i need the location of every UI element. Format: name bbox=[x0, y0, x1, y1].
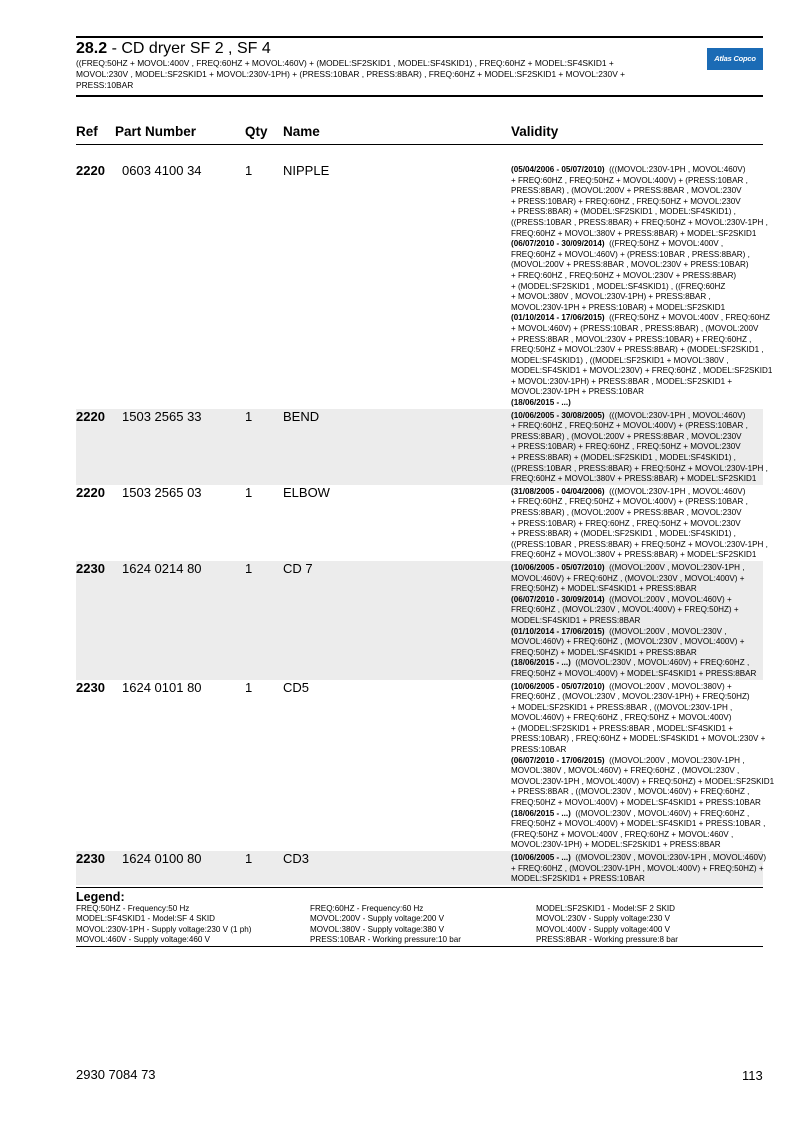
validity-line bbox=[511, 324, 763, 335]
validity-line bbox=[511, 229, 763, 240]
legend-entry: MODEL:SF4SKID1 - Model:SF 4 SKID bbox=[76, 914, 215, 924]
validity-line bbox=[511, 207, 763, 218]
validity-cell bbox=[511, 485, 768, 561]
validity-date-range: (06/07/2010 - 30/09/2014) bbox=[511, 594, 605, 604]
validity-text: FREQ:50HZ) + MODEL:SF4SKID1 + PRESS:8BAR bbox=[511, 647, 697, 657]
validity-text: ((FREQ:50HZ + MOVOL:400V , bbox=[604, 239, 724, 249]
validity-cell bbox=[511, 163, 773, 409]
validity-text: + FREQ:60HZ , FREQ:50HZ + MOVOL:230V + PRESS:8BAR) bbox=[511, 270, 737, 280]
part-number-cell: 0603 4100 34 bbox=[122, 163, 202, 178]
validity-text: + PRESS:8BAR , MOVOL:230V + PRESS:10BAR) + FREQ:60HZ , bbox=[511, 334, 752, 344]
validity-text: ((MOVOL:200V , MOVOL:380V) + bbox=[604, 681, 732, 691]
parts-table-body bbox=[76, 163, 775, 885]
validity-text: FREQ:60HZ + MOVOL:460V) + (PRESS:10BAR , PRESS:8BAR) , bbox=[511, 249, 750, 259]
validity-date-range: (18/06/2015 - ...) bbox=[511, 808, 571, 818]
section-name: - CD dryer SF 2 , SF 4 bbox=[107, 40, 271, 57]
legend-rule bbox=[76, 946, 763, 947]
validity-line bbox=[511, 463, 768, 475]
validity-date-range: (18/06/2015 - ...) bbox=[511, 658, 571, 668]
validity-line bbox=[511, 487, 763, 498]
validity-text: PRESS:10BAR bbox=[511, 745, 567, 755]
validity-line bbox=[511, 627, 763, 638]
ref-cell: 2230 bbox=[76, 679, 105, 695]
validity-line bbox=[511, 713, 763, 724]
validity-text: PRESS:10BAR) , FREQ:60HZ + MODEL:SF4SKID1 + MOVOL:230V + bbox=[511, 734, 766, 744]
validity-line bbox=[511, 703, 763, 714]
name-cell: CD5 bbox=[283, 679, 310, 695]
validity-text: + MOVOL:230V-1PH) + PRESS:8BAR , MODEL:SF2SKID1 + bbox=[511, 376, 733, 386]
ref-cell: 2220 bbox=[76, 484, 105, 500]
legend-entry: MOVOL:230V - Supply voltage:230 V bbox=[536, 914, 671, 924]
parts-page bbox=[76, 36, 775, 947]
validity-date-range: (10/06/2005 - ...) bbox=[511, 853, 571, 862]
validity-text: FREQ:60HZ , (MOVOL:230V , MOVOL:400V) + FREQ:50HZ) + bbox=[511, 605, 739, 615]
validity-date-range: (10/06/2005 - 30/08/2005) bbox=[511, 410, 605, 420]
validity-text: MOVOL:230V-1PH) + MODEL:SF2SKID1 + PRESS:8BAR bbox=[511, 840, 721, 850]
validity-text: PRESS:8BAR) , (MOVOL:200V + PRESS:8BAR , MOVOL:230V bbox=[511, 431, 742, 441]
validity-line bbox=[511, 239, 763, 250]
table-row bbox=[76, 163, 773, 409]
validity-line bbox=[511, 398, 763, 409]
ref-cell: 2220 bbox=[76, 163, 105, 178]
validity-text: FREQ:50HZ + MOVOL:230V + PRESS:8BAR) + (MODEL:SF2SKID1 , bbox=[511, 345, 764, 355]
validity-text: MOVOL:380V , MOVOL:460V) + FREQ:60HZ , (MOVOL:230V , bbox=[511, 766, 740, 776]
name-cell: BEND bbox=[283, 408, 320, 424]
validity-date-range: (10/06/2005 - 05/07/2010) bbox=[511, 681, 605, 691]
ref-cell: 2230 bbox=[76, 851, 105, 866]
validity-text: MODEL:SF4SKID1 + PRESS:8BAR bbox=[511, 615, 641, 625]
table-header-rule bbox=[76, 144, 763, 145]
validity-date-range: (10/06/2005 - 05/07/2010) bbox=[511, 562, 605, 572]
legend-entry: MOVOL:400V - Supply voltage:400 V bbox=[536, 924, 671, 934]
col-part-number-header: Part Number bbox=[115, 124, 197, 139]
validity-text: ((PRESS:10BAR , PRESS:8BAR) + FREQ:50HZ + MOVOL:230V-1PH , bbox=[511, 217, 768, 227]
validity-text: FREQ:60HZ + MOVOL:380V + PRESS:8BAR) + MODEL:SF2SKID1 bbox=[511, 474, 757, 484]
validity-line bbox=[511, 756, 763, 767]
validity-text: + PRESS:10BAR) + FREQ:60HZ , FREQ:50HZ + MOVOL:230V bbox=[511, 442, 741, 452]
validity-line bbox=[511, 550, 763, 561]
validity-line bbox=[511, 335, 763, 346]
document-number: 2930 7084 73 bbox=[76, 1067, 156, 1082]
qty-cell: 1 bbox=[245, 408, 253, 424]
legend-entry: FREQ:60HZ - Frequency:60 Hz bbox=[310, 903, 424, 913]
validity-line bbox=[511, 809, 763, 820]
validity-line bbox=[511, 356, 763, 367]
page-number: 113 bbox=[742, 1068, 763, 1083]
legend-entry: PRESS:10BAR - Working pressure:10 bar bbox=[310, 935, 461, 944]
qty-cell: 1 bbox=[245, 484, 253, 500]
legend-column bbox=[76, 904, 251, 946]
validity-text: + (MODEL:SF2SKID1 , MODEL:SF4SKID1) , ((FREQ:60HZ bbox=[511, 281, 726, 291]
validity-text: + MOVOL:380V , MOVOL:230V-1PH) + PRESS:8BAR , bbox=[511, 292, 711, 302]
validity-text: FREQ:50HZ + MOVOL:400V) + MODEL:SF4SKID1 + PRESS:8BAR bbox=[511, 668, 757, 678]
validity-text: + FREQ:60HZ , FREQ:50HZ + MOVOL:400V) + (PRESS:10BAR , bbox=[511, 421, 748, 431]
legend-grid bbox=[76, 904, 763, 946]
validity-line bbox=[511, 197, 763, 208]
legend-entry: MOVOL:230V-1PH - Supply voltage:230 V (1 ph) bbox=[76, 924, 252, 934]
validity-text: + PRESS:8BAR , ((MOVOL:230V , MOVOL:460V) + FREQ:60HZ , bbox=[511, 787, 750, 797]
validity-text: + PRESS:8BAR) + (MODEL:SF2SKID1 , MODEL:SF4SKID1) , bbox=[511, 453, 736, 463]
legend bbox=[76, 887, 763, 947]
validity-text: ((FREQ:50HZ + MOVOL:400V , FREQ:60HZ bbox=[604, 313, 770, 323]
part-number-cell: 1503 2565 33 bbox=[122, 408, 202, 424]
part-number-cell: 1624 0101 80 bbox=[122, 679, 202, 695]
validity-line bbox=[511, 864, 763, 875]
validity-text: ((MOVOL:200V , MOVOL:460V) + bbox=[604, 594, 732, 604]
table-row bbox=[76, 561, 763, 680]
validity-line bbox=[511, 874, 763, 885]
validity-cell bbox=[511, 680, 775, 852]
validity-text: + MOVOL:460V) + (PRESS:10BAR , PRESS:8BAR) , (MOVOL:200V bbox=[511, 323, 759, 333]
table-row bbox=[76, 679, 775, 852]
validity-text: + (MODEL:SF2SKID1 + PRESS:8BAR , MODEL:SF4SKID1 + bbox=[511, 723, 733, 733]
validity-text: + PRESS:10BAR) + FREQ:60HZ , FREQ:50HZ + MOVOL:230V bbox=[511, 518, 741, 528]
validity-line bbox=[511, 529, 763, 540]
applicability-line: ((FREQ:50HZ + MOVOL:400V , FREQ:60HZ + MOVOL:460V) + (MODEL:SF2SKID1 , MODEL:SF4SKID1) , FREQ:60HZ + MODEL:SF4SKID1 + bbox=[76, 58, 614, 68]
validity-text: ((MOVOL:230V , MOVOL:460V) + FREQ:60HZ , bbox=[570, 658, 750, 668]
validity-text: FREQ:60HZ , (MOVOL:230V , MOVOL:230V-1PH) + FREQ:50HZ) bbox=[511, 692, 750, 702]
validity-text: FREQ:60HZ + MOVOL:380V + PRESS:8BAR) + MODEL:SF2SKID1 bbox=[511, 228, 757, 238]
validity-line bbox=[511, 539, 768, 551]
validity-text: MOVOL:230V-1PH , MOVOL:400V) + FREQ:50HZ) + MODEL:SF2SKID1 bbox=[511, 776, 775, 786]
validity-date-range: (01/10/2014 - 17/06/2015) bbox=[511, 313, 605, 323]
validity-line bbox=[511, 474, 763, 485]
table-header bbox=[76, 122, 763, 144]
validity-line bbox=[511, 453, 763, 464]
validity-text: + MODEL:SF2SKID1 + PRESS:8BAR , ((MOVOL:230V-1PH , bbox=[511, 702, 733, 712]
validity-line bbox=[511, 260, 763, 271]
name-cell: ELBOW bbox=[283, 484, 330, 500]
validity-date-range: (31/08/2005 - 04/04/2006) bbox=[511, 486, 605, 496]
validity-line bbox=[511, 637, 763, 648]
validity-line bbox=[511, 345, 763, 356]
validity-text: FREQ:50HZ + MOVOL:400V) + MODEL:SF4SKID1 + PRESS:10BAR bbox=[511, 798, 761, 808]
validity-cell bbox=[511, 561, 763, 680]
validity-line bbox=[511, 669, 763, 680]
validity-line bbox=[511, 595, 763, 606]
top-rule bbox=[76, 36, 763, 38]
validity-line bbox=[511, 766, 763, 777]
validity-line bbox=[511, 563, 763, 574]
legend-entry: FREQ:50HZ - Frequency:50 Hz bbox=[76, 903, 190, 913]
validity-text: + PRESS:10BAR) + FREQ:60HZ , FREQ:50HZ + MOVOL:230V bbox=[511, 196, 741, 206]
validity-text: ((MOVOL:230V , MOVOL:230V-1PH , MOVOL:460V) bbox=[570, 853, 767, 862]
validity-text: ((MOVOL:200V , MOVOL:230V-1PH , bbox=[604, 755, 745, 765]
validity-text: (((MOVOL:230V-1PH , MOVOL:460V) bbox=[604, 410, 746, 420]
legend-entry: MOVOL:200V - Supply voltage:200 V bbox=[310, 914, 445, 924]
part-number-cell: 1624 0214 80 bbox=[122, 560, 202, 576]
validity-text: MOVOL:460V) + FREQ:60HZ , (MOVOL:230V , MOVOL:400V) + bbox=[511, 573, 745, 583]
legend-entry: MOVOL:380V - Supply voltage:380 V bbox=[310, 924, 445, 934]
validity-text: MODEL:SF4SKID1) , ((MODEL:SF2SKID1 + MOVOL:380V , bbox=[511, 355, 729, 365]
applicability-line: PRESS:10BAR bbox=[76, 80, 134, 90]
validity-line bbox=[511, 432, 763, 443]
applicability-line: MOVOL:230V , MODEL:SF2SKID1 + MOVOL:230V-1PH) + (PRESS:10BAR , PRESS:8BAR) , FREQ:60HZ + MODEL:SF2SKID1 + MOVOL:230V + bbox=[76, 69, 625, 79]
validity-date-range: (06/07/2010 - 30/09/2014) bbox=[511, 239, 605, 249]
col-ref-header: Ref bbox=[76, 124, 98, 139]
validity-text: ((MOVOL:230V , MOVOL:460V) + FREQ:60HZ , bbox=[570, 808, 750, 818]
validity-line bbox=[511, 745, 763, 756]
validity-text: MOVOL:460V) + FREQ:60HZ , (MOVOL:230V , MOVOL:400V) + bbox=[511, 637, 745, 647]
validity-line bbox=[511, 658, 763, 669]
validity-line bbox=[511, 605, 763, 616]
qty-cell: 1 bbox=[245, 560, 253, 576]
table-row bbox=[76, 484, 768, 561]
validity-date-range: (05/04/2006 - 05/07/2010) bbox=[511, 165, 605, 174]
validity-text: + FREQ:60HZ , FREQ:50HZ + MOVOL:400V) + (PRESS:10BAR , bbox=[511, 497, 748, 507]
validity-date-range: (01/10/2014 - 17/06/2015) bbox=[511, 626, 605, 636]
validity-text: MOVOL:460V) + FREQ:60HZ , FREQ:50HZ + MOVOL:400V) bbox=[511, 713, 732, 723]
validity-line bbox=[511, 282, 763, 293]
validity-line bbox=[511, 421, 763, 432]
validity-line bbox=[511, 497, 763, 508]
legend-title: Legend: bbox=[76, 889, 125, 904]
validity-line bbox=[511, 217, 768, 229]
name-cell: CD3 bbox=[283, 851, 310, 866]
validity-line bbox=[511, 442, 763, 453]
section-applicability bbox=[76, 58, 683, 91]
validity-line bbox=[511, 840, 763, 851]
qty-cell: 1 bbox=[245, 679, 253, 695]
validity-text: (FREQ:50HZ + MOVOL:400V , FREQ:60HZ + MOVOL:460V , bbox=[511, 829, 734, 839]
validity-text: + PRESS:8BAR) + (MODEL:SF2SKID1 , MODEL:SF4SKID1) , bbox=[511, 207, 736, 217]
col-name-header: Name bbox=[283, 124, 320, 139]
validity-text: ((PRESS:10BAR , PRESS:8BAR) + FREQ:50HZ + MOVOL:230V-1PH , bbox=[511, 539, 768, 549]
validity-line bbox=[511, 692, 763, 703]
validity-line bbox=[511, 616, 763, 627]
validity-text: PRESS:8BAR) , (MOVOL:200V + PRESS:8BAR , MOVOL:230V bbox=[511, 508, 742, 517]
validity-text: (MOVOL:200V + PRESS:8BAR , MOVOL:230V + PRESS:10BAR) bbox=[511, 260, 749, 270]
qty-cell: 1 bbox=[245, 851, 253, 866]
validity-date-range: (18/06/2015 - ...) bbox=[511, 398, 571, 408]
ref-cell: 2220 bbox=[76, 408, 105, 424]
validity-line bbox=[511, 682, 763, 693]
validity-line bbox=[511, 313, 770, 324]
atlas-copco-logo: Atlas Copco bbox=[707, 48, 763, 70]
ref-cell: 2230 bbox=[76, 560, 105, 576]
validity-line bbox=[511, 411, 763, 422]
validity-text: + PRESS:8BAR) + (MODEL:SF2SKID1 , MODEL:SF4SKID1) , bbox=[511, 529, 736, 539]
validity-line bbox=[511, 648, 763, 659]
validity-cell bbox=[511, 409, 768, 485]
legend-column bbox=[536, 904, 678, 946]
validity-line bbox=[511, 819, 766, 830]
validity-line bbox=[511, 176, 763, 187]
validity-line bbox=[511, 787, 763, 798]
col-validity-header: Validity bbox=[511, 124, 559, 139]
validity-text: FREQ:60HZ + MOVOL:380V + PRESS:8BAR) + MODEL:SF2SKID1 bbox=[511, 550, 757, 560]
validity-line bbox=[511, 292, 763, 303]
part-number-cell: 1503 2565 03 bbox=[122, 484, 202, 500]
name-cell: NIPPLE bbox=[283, 163, 330, 178]
table-row bbox=[76, 851, 767, 885]
section-header bbox=[76, 40, 763, 91]
legend-column bbox=[310, 904, 461, 946]
validity-text: MODEL:SF4SKID1 + MOVOL:230V) + FREQ:60HZ , MODEL:SF2SKID1 bbox=[511, 366, 773, 376]
validity-line bbox=[511, 853, 767, 864]
table-row bbox=[76, 408, 768, 485]
validity-line bbox=[511, 508, 763, 519]
validity-line bbox=[511, 303, 763, 314]
validity-line bbox=[511, 584, 763, 595]
validity-line bbox=[511, 377, 763, 388]
validity-line bbox=[511, 574, 763, 585]
validity-line bbox=[511, 724, 763, 735]
validity-date-range: (06/07/2010 - 17/06/2015) bbox=[511, 755, 605, 765]
legend-entry: MOVOL:460V - Supply voltage:460 V bbox=[76, 935, 211, 944]
validity-text: FREQ:50HZ + MOVOL:400V) + MODEL:SF4SKID1 + PRESS:10BAR , bbox=[511, 819, 766, 829]
name-cell: CD 7 bbox=[283, 560, 313, 576]
validity-text: MOVOL:230V-1PH + PRESS:10BAR bbox=[511, 387, 644, 397]
validity-text: (((MOVOL:230V-1PH , MOVOL:460V) bbox=[604, 165, 746, 174]
validity-text: (((MOVOL:230V-1PH , MOVOL:460V) bbox=[604, 486, 746, 496]
validity-line bbox=[511, 519, 763, 530]
header-rule bbox=[76, 95, 763, 97]
validity-text: + FREQ:60HZ , (MOVOL:230V-1PH , MOVOL:400V) + FREQ:50HZ) + bbox=[511, 863, 764, 873]
validity-line bbox=[511, 830, 763, 841]
validity-text: ((MOVOL:200V , MOVOL:230V-1PH , bbox=[604, 562, 745, 572]
validity-text: MOVOL:230V-1PH + PRESS:10BAR) + MODEL:SF2SKID1 bbox=[511, 302, 726, 312]
validity-line bbox=[511, 387, 763, 398]
validity-text: FREQ:50HZ) + MODEL:SF4SKID1 + PRESS:8BAR bbox=[511, 584, 697, 594]
legend-entry: MODEL:SF2SKID1 - Model:SF 2 SKID bbox=[536, 903, 675, 913]
section-title bbox=[76, 40, 683, 57]
legend-entry: PRESS:8BAR - Working pressure:8 bar bbox=[536, 935, 678, 944]
validity-text: + FREQ:60HZ , FREQ:50HZ + MOVOL:400V) + (PRESS:10BAR , bbox=[511, 175, 748, 185]
validity-line bbox=[511, 734, 766, 745]
validity-text: ((MOVOL:200V , MOVOL:230V , bbox=[604, 626, 727, 636]
validity-line bbox=[511, 250, 763, 261]
col-qty-header: Qty bbox=[245, 124, 268, 139]
part-number-cell: 1624 0100 80 bbox=[122, 851, 202, 866]
validity-line bbox=[511, 776, 775, 788]
validity-line bbox=[511, 366, 773, 377]
validity-line bbox=[511, 186, 763, 197]
validity-cell bbox=[511, 851, 767, 885]
section-number: 28.2 bbox=[76, 40, 108, 57]
validity-line bbox=[511, 165, 763, 176]
validity-text: MODEL:SF2SKID1 + PRESS:10BAR bbox=[511, 874, 645, 884]
validity-text: PRESS:8BAR) , (MOVOL:200V + PRESS:8BAR , MOVOL:230V bbox=[511, 186, 742, 196]
validity-line bbox=[511, 271, 763, 282]
validity-text: ((PRESS:10BAR , PRESS:8BAR) + FREQ:50HZ + MOVOL:230V-1PH , bbox=[511, 463, 768, 473]
qty-cell: 1 bbox=[245, 163, 253, 178]
validity-line bbox=[511, 798, 763, 809]
